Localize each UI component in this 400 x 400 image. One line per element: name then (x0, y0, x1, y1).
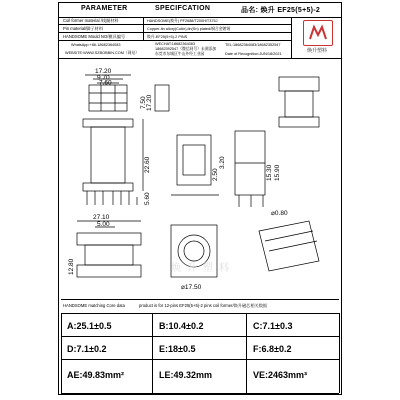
parameter-heading: PARAMETER (81, 5, 128, 12)
dim-pin-diameter: ⌀0.80 (271, 210, 288, 217)
product-name: 品名: 焕升 EF25(5+5)-2 (241, 7, 321, 14)
table-border (339, 313, 340, 393)
specification-heading: SPECIFCATION (155, 5, 211, 12)
core-cell-a: A:25.1±0.5 (67, 321, 112, 331)
tel-contact: TEL:18682364083/18682352547 (225, 43, 281, 47)
table-divider (61, 393, 339, 394)
column-divider (291, 17, 292, 58)
row-divider (59, 24, 291, 25)
dim-side-height-2: 17.20 (146, 94, 153, 111)
table-column-divider (152, 313, 153, 393)
recognition-date: Date of Recognition:JUN/18/2021 (225, 52, 282, 56)
core-cell-e: E:18±0.5 (159, 344, 196, 354)
logo-text: 焕升塑料 (306, 48, 327, 54)
dim-bottom-width-2: 5.00 (97, 221, 110, 228)
spec-label-pin: Pin material/脚子材料 (63, 26, 104, 31)
wechat-contact: WECHAT:18682364083 (155, 42, 196, 46)
table-column-divider (246, 313, 247, 393)
dim-front-height: 22.60 (144, 156, 151, 173)
wechat-secondary: 18682392547（微信同号）未满添加 (155, 47, 217, 51)
dim-bottom-width-1: 27.10 (93, 214, 110, 221)
row-divider (59, 40, 291, 41)
spec-label-material: Coil former material /线圈材料 (63, 18, 119, 23)
address-text: 东莞市东城区牛山外经工业园 (155, 52, 205, 56)
core-data-caption (61, 299, 339, 314)
row-divider (59, 32, 291, 33)
table-divider (61, 336, 339, 337)
table-border (61, 313, 62, 393)
dim-hole-diameter: ⌀17.50 (181, 284, 202, 291)
column-divider (143, 17, 144, 40)
core-cell-ae: AE:49.83mm² (67, 370, 125, 380)
spec-value-pin: Copper-tin allory(Cu6n),tin(Sn) plated/铜合金镀锡 (147, 26, 231, 31)
logo-graphic-icon (304, 21, 332, 45)
dim-top-width-1: 17.20 (95, 68, 112, 75)
core-cell-b: B:10.4±0.2 (159, 321, 204, 331)
spec-value-material: HANDSOME(焕升) PF2688/T200H/T375J (147, 18, 218, 23)
core-cell-le: LE:49.32mm (159, 370, 213, 380)
caption-right: product is for 12-pins EF25(5+5)-2 pins coil former/焕升磁芯相关数据 (139, 303, 268, 308)
spec-sheet (58, 2, 342, 395)
core-cell-d: D:7.1±0.2 (67, 344, 107, 354)
dim-bottom-height: 12.80 (68, 258, 75, 275)
core-cell-c: C:7.1±0.3 (253, 321, 293, 331)
logo-mark (303, 20, 333, 46)
dim-top-width-3: 7.60 (99, 79, 112, 87)
sheet-header (59, 3, 341, 18)
company-logo (295, 19, 339, 59)
dim-right-height-2: 15.90 (274, 164, 281, 181)
whatsapp-contact: WhatsApp:+86-18682364083 (71, 43, 121, 47)
website-contact: WEBSITE:WWW.SZBOBBIN.COM（网站） (65, 51, 140, 55)
dim-right-height-1: 15.30 (266, 164, 273, 181)
table-divider (61, 359, 339, 360)
dim-front-pin: 5.60 (144, 192, 151, 205)
watermark-text: 焕升塑料 (171, 263, 235, 274)
dim-mid-height-1: 2.50 (212, 168, 219, 181)
core-cell-f: F:6.8±0.2 (253, 344, 292, 354)
dim-mid-height-2: 3.20 (219, 156, 226, 169)
caption-left: HANDSOME matching Core data (63, 303, 125, 308)
dim-side-height-1: 7.50 (140, 96, 147, 109)
spec-label-mould: HANDSOME Mould NO/模具编号 (63, 34, 126, 39)
core-cell-ve: VE:2463mm³ (253, 370, 308, 380)
spec-value-mould: 焕升-EF25(5+5)-2 PINS (147, 34, 188, 39)
dim-top-width-2: 9.70 (97, 74, 110, 82)
